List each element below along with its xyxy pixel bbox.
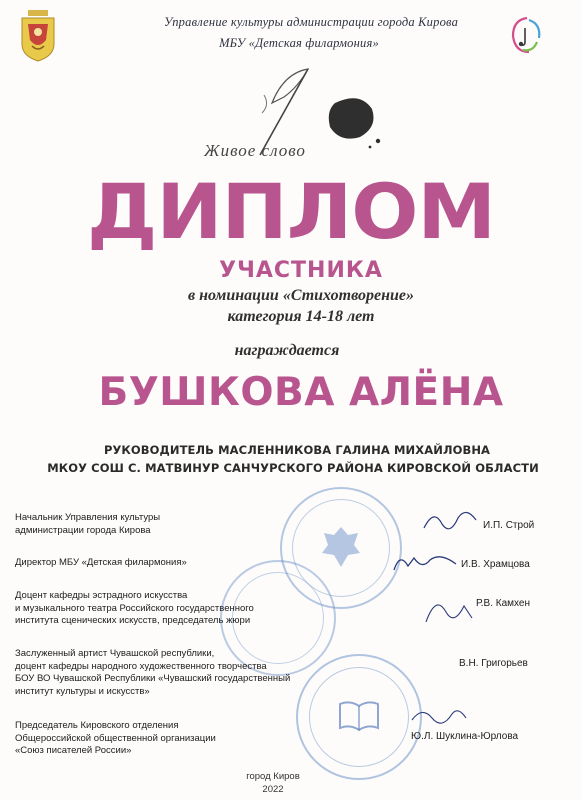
signatory-name-3: Р.В. Камхен	[476, 598, 531, 609]
signature-3	[420, 590, 480, 630]
signatory-name-1: И.П. Строй	[483, 520, 535, 531]
diploma-title: ДИПЛОМ	[87, 167, 495, 256]
signatory-position-4: Заслуженный артист Чувашской республики, доцент кафедры народного художественного творчества БОУ ВО Чувашской Республики «Чувашский государственный институт культуры и искусств»	[15, 648, 291, 697]
writers-union-stamp	[296, 654, 422, 780]
footer-year: 2022	[262, 784, 284, 795]
participant-subtitle: УЧАСТНИКА	[219, 258, 383, 283]
signatory-position-1: Начальник Управления культуры администрации города Кирова	[15, 512, 161, 536]
nomination-line: в номинации «Стихотворение»	[187, 287, 415, 304]
signatory-name-5: Ю.Л. Шуклина-Юрлова	[411, 731, 519, 742]
signatory-position-2: Директор МБУ «Детская филармония»	[15, 557, 187, 568]
philharmonic-logo	[507, 14, 547, 56]
category-line: категория 14-18 лет	[227, 308, 375, 325]
leader-line: РУКОВОДИТЕЛЬ МАСЛЕННИКОВА ГАЛИНА МИХАЙЛОВНА	[103, 443, 491, 457]
signature-4	[408, 700, 468, 732]
signatory-position-5: Председатель Кировского отделения Общероссийской общественной организации «Союз писателей России»	[15, 720, 216, 757]
recipient-name: БУШКОВА АЛЁНА	[98, 370, 504, 415]
header-organization-line: Управление культуры администрации города Кирова	[163, 15, 459, 29]
signatory-name-2: И.В. Храмцова	[461, 559, 530, 570]
signatory-name-4: В.Н. Григорьев	[459, 658, 528, 669]
school-line: МКОУ СОШ С. МАТВИНУР САНЧУРСКОГО РАЙОНА КИРОВСКОЙ ОБЛАСТИ	[47, 461, 539, 475]
signatory-position-3: Доцент кафедры эстрадного искусства и музыкального театра Российского государственного института сценических искусств, председатель жюри	[15, 590, 254, 627]
header-philharmonic-line: МБУ «Детская филармония»	[219, 36, 379, 50]
awarded-line: награждается	[234, 342, 340, 359]
signature-1	[420, 506, 480, 536]
signature-2	[390, 548, 460, 578]
footer-city: город Киров	[246, 771, 300, 782]
logo-brand-text: Живое слово	[204, 141, 306, 160]
